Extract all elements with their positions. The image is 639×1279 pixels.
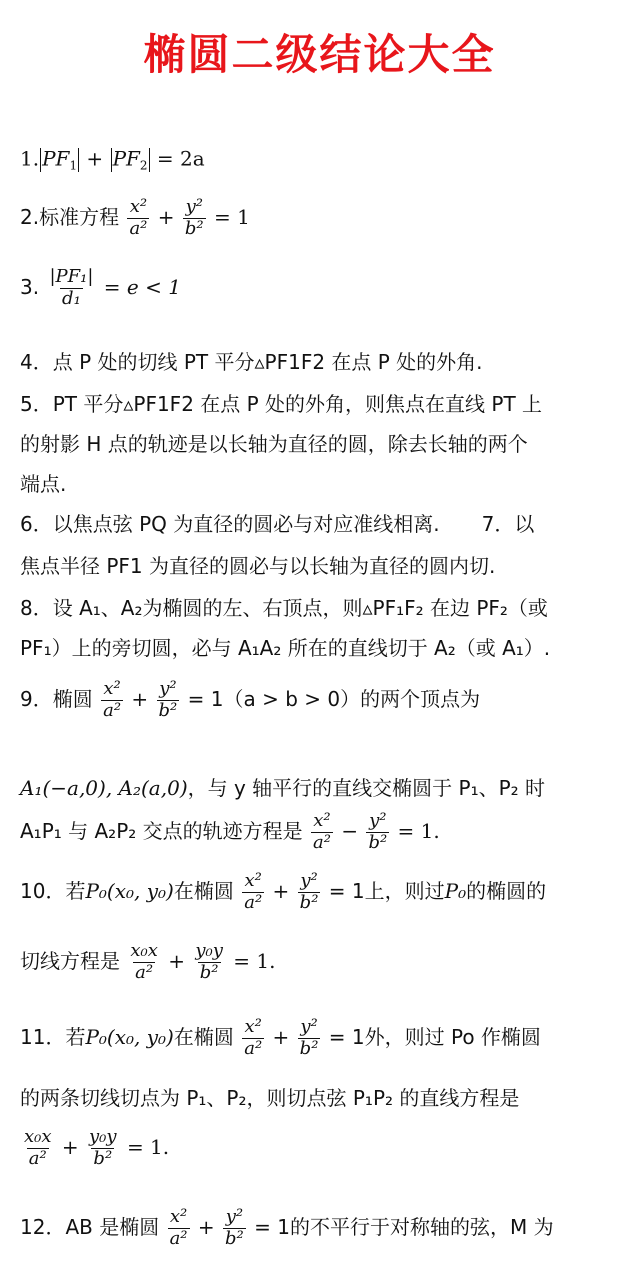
- fraction-y0y-b2: $\frac{\text{y₀y}}{\text{b²}}$: [89, 1126, 117, 1169]
- item-2-rhs: = 1: [214, 204, 250, 229]
- item-1-number: 1.: [20, 146, 40, 171]
- item-12-line-1: 12．AB 是椭圆 $\frac{\text{x²}}{\text{a²}}$ + $\frac{\text{y²}}{\text{b²}}$ = 1的不平行于对称轴的弦，M 为: [20, 1206, 554, 1249]
- fraction-x2-a2: $\frac{\text{x²}}{\text{a²}}$: [129, 196, 148, 239]
- item-4: 4．点 P 处的切线 PT 平分▵PF1F2 在点 P 处的外角.: [20, 350, 483, 374]
- fraction-y2-b2: $\frac{\text{y²}}{\text{b²}}$: [368, 810, 388, 853]
- item-2-text: 标准方程: [39, 204, 120, 229]
- item-2: 2.标准方程 $\frac{\text{x²}}{\text{a²}}$ + $\frac{\text{y²}}{\text{b²}}$ = 1: [20, 196, 250, 239]
- fraction-x2-a2: $\frac{\text{x²}}{\text{a²}}$: [169, 1206, 188, 1249]
- fraction-y2-b2: $\frac{\text{y²}}{\text{b²}}$: [158, 678, 178, 721]
- fraction-y2-b2: $\frac{\text{y²}}{\text{b²}}$: [225, 1206, 244, 1249]
- item-11-line-1: 11．若P₀(x₀, y₀)在椭圆 $\frac{\text{x²}}{\text{a²}}$ + $\frac{\text{y²}}{\text{b²}}$ = 1外，则过 Po 作椭圆: [20, 1016, 541, 1059]
- item-7-line-2: 焦点半径 PF1 为直径的圆必与以长轴为直径的圆内切.: [20, 554, 496, 578]
- item-8-line-1: 8．设 A₁、A₂为椭圆的左、右顶点，则▵PF₁F₂ 在边 PF₂（或: [20, 596, 548, 620]
- fraction-x2-a2: $\frac{\text{x²}}{\text{a²}}$: [103, 678, 122, 721]
- item-9-line-1: 9．椭圆 $\frac{\text{x²}}{\text{a²}}$ + $\frac{\text{y²}}{\text{b²}}$ = 1（a > b > 0）的两个顶点为: [20, 678, 481, 721]
- item-2-number: 2.: [20, 204, 40, 229]
- fraction-y2-b2: $\frac{\text{y²}}{\text{b²}}$: [299, 870, 319, 913]
- item-6-line-1: 6．以焦点弦 PQ 为直径的圆必与对应准线相离. 7．以: [20, 512, 535, 536]
- item-1-rhs: = 2a: [156, 146, 205, 171]
- item-9-line-2: A₁(−a,0), A₂(a,0)，与 y 轴平行的直线交椭圆于 P₁、P₂ 时: [20, 776, 546, 800]
- item-3: [20, 268, 181, 309]
- fraction-x2-a2: $\frac{\text{x²}}{\text{a²}}$: [313, 810, 331, 853]
- item-11-line-2: 的两条切线切点为 P₁、P₂，则切点弦 P₁P₂ 的直线方程是: [20, 1086, 520, 1110]
- page-title: 椭圆二级结论大全: [143, 30, 496, 79]
- item-9-line-3: A₁P₁ 与 A₂P₂ 交点的轨迹方程是 $\frac{\text{x²}}{\text{a²}}$ − $\frac{\text{y²}}{\text{b²}}$ = 1.: [20, 810, 440, 853]
- item-5-line-1: 5．PT 平分▵PF1F2 在点 P 处的外角，则焦点在直线 PT 上: [20, 392, 543, 416]
- item-10-line-1: 10．若P₀(x₀, y₀)在椭圆 $\frac{\text{x²}}{\text{a²}}$ + $\frac{\text{y²}}{\text{b²}}$ = 1上，则过P₀的椭圆的: [20, 870, 547, 913]
- fraction-x0x-a2: $\frac{\text{x₀x}}{\text{a²}}$: [24, 1126, 52, 1169]
- item-1: 1. $PF_1 + PF_2 = 2a$: [20, 146, 205, 173]
- fraction-pf1-d1: $\frac{\text{|PF₁|}}{\text{d₁}}$: [49, 266, 94, 309]
- fraction-x2-a2: $\frac{\text{x²}}{\text{a²}}$: [244, 1016, 263, 1059]
- item-10-line-2: 切线方程是 $\frac{\text{x₀x}}{\text{a²}}$ + $\frac{\text{y₀y}}{\text{b²}}$ = 1.: [20, 940, 276, 983]
- item-5-line-2: 的射影 H 点的轨迹是以长轴为直径的圆，除去长轴的两个: [20, 432, 528, 456]
- fraction-y2-b2: $\frac{\text{y²}}{\text{b²}}$: [299, 1016, 319, 1059]
- item-11-line-3: $\frac{\text{x₀x}}{\text{a²}}$ + $\frac{\text{y₀y}}{\text{b²}}$ = 1.: [24, 1126, 170, 1169]
- fraction-y2-b2: $\frac{\text{y²}}{\text{b²}}$: [184, 196, 204, 239]
- item-3-rhs: = e < 1: [103, 274, 181, 299]
- item-5-line-3: 端点.: [20, 472, 67, 496]
- fraction-y0y-b2: $\frac{\text{y₀y}}{\text{b²}}$: [195, 940, 223, 983]
- item-7-start: 7．以: [481, 512, 535, 536]
- fraction-x2-a2: $\frac{\text{x²}}{\text{a²}}$: [244, 870, 263, 913]
- item-3-number: 3.: [20, 274, 40, 299]
- item-8-line-2: PF₁）上的旁切圆，必与 A₁A₂ 所在的直线切于 A₂（或 A₁）.: [20, 636, 551, 660]
- fraction-x0x-a2: $\frac{\text{x₀x}}{\text{a²}}$: [130, 940, 158, 983]
